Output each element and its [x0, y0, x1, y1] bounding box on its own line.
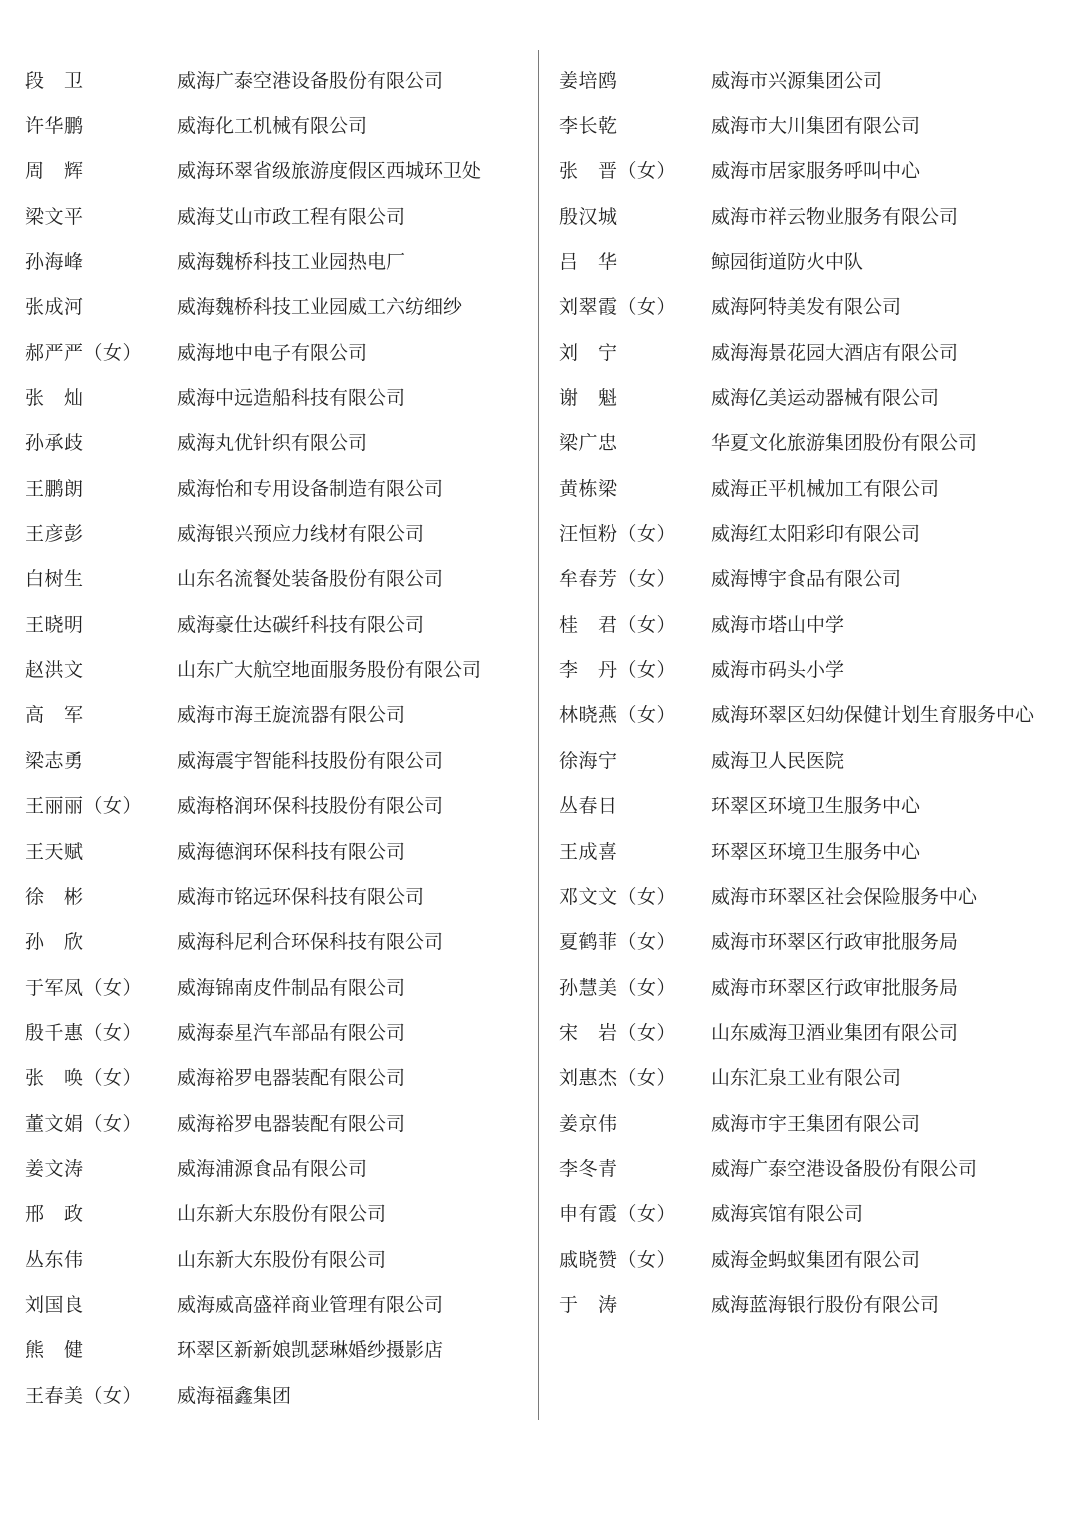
person-name: 谢 魁	[559, 387, 618, 410]
person-name: 王丽丽（女）	[25, 795, 143, 818]
organization-name: 威海环翠区妇幼保健计划生育服务中心	[711, 704, 1035, 727]
organization-name: 威海市大川集团有限公司	[711, 115, 921, 138]
person-name: 宋 岩（女）	[559, 1021, 677, 1044]
person-name: 周 辉	[25, 160, 84, 183]
list-item	[25, 647, 525, 692]
person-name: 孙海峰	[25, 251, 84, 274]
list-item	[25, 874, 525, 919]
person-name: 王成喜	[559, 840, 618, 863]
list-item	[559, 330, 1059, 375]
person-name: 刘国良	[25, 1293, 84, 1316]
person-name: 邓文文（女）	[559, 885, 677, 908]
list-item	[25, 920, 525, 965]
list-item	[559, 738, 1059, 783]
organization-name: 环翠区环境卫生服务中心	[711, 795, 921, 818]
list-item	[559, 1282, 1059, 1327]
person-name: 姜培鸥	[559, 69, 618, 92]
list-item	[25, 1146, 525, 1191]
person-name: 董文娟（女）	[25, 1112, 143, 1135]
person-name: 李 丹（女）	[559, 659, 677, 682]
organization-name: 山东名流餐处装备股份有限公司	[177, 568, 444, 591]
person-name: 郝严严（女）	[25, 341, 143, 364]
list-item	[25, 693, 525, 738]
list-item	[25, 1056, 525, 1101]
list-item	[25, 194, 525, 239]
organization-name: 威海科尼利合环保科技有限公司	[177, 931, 444, 954]
list-item	[25, 330, 525, 375]
list-item	[25, 421, 525, 466]
person-name: 孙 欣	[25, 931, 84, 954]
person-name: 王春美（女）	[25, 1384, 143, 1407]
organization-name: 威海丸优针织有限公司	[177, 432, 368, 455]
list-item	[559, 874, 1059, 919]
organization-name: 威海海景花园大酒店有限公司	[711, 341, 959, 364]
organization-name: 威海市塔山中学	[711, 613, 845, 636]
person-name: 张成河	[25, 296, 84, 319]
list-item	[559, 239, 1059, 284]
person-name: 白树生	[25, 568, 84, 591]
person-name: 汪恒粉（女）	[559, 523, 677, 546]
person-name: 刘 宁	[559, 341, 618, 364]
person-name: 张 晋（女）	[559, 160, 677, 183]
organization-name: 威海市铭远环保科技有限公司	[177, 885, 425, 908]
person-name: 李冬青	[559, 1157, 618, 1180]
list-item	[25, 738, 525, 783]
person-name: 姜京伟	[559, 1112, 618, 1135]
person-name: 刘惠杰（女）	[559, 1067, 677, 1090]
person-name: 徐 彬	[25, 885, 84, 908]
person-name: 戚晓赞（女）	[559, 1248, 677, 1271]
left-name-list	[25, 58, 525, 1418]
person-name: 黄栋梁	[559, 477, 618, 500]
person-name: 邢 政	[25, 1203, 84, 1226]
person-name: 高 军	[25, 704, 84, 727]
organization-name: 山东新大东股份有限公司	[177, 1203, 387, 1226]
organization-name: 环翠区新新娘凯瑟琳婚纱摄影店	[177, 1339, 444, 1362]
person-name: 申有霞（女）	[559, 1203, 677, 1226]
person-name: 梁志勇	[25, 749, 84, 772]
list-item	[25, 1373, 525, 1418]
person-name: 姜文涛	[25, 1157, 84, 1180]
list-item	[559, 1192, 1059, 1237]
list-item	[25, 1010, 525, 1055]
organization-name: 威海市码头小学	[711, 659, 845, 682]
list-item	[25, 784, 525, 829]
organization-name: 威海威高盛祥商业管理有限公司	[177, 1293, 444, 1316]
organization-name: 威海红太阳彩印有限公司	[711, 523, 921, 546]
organization-name: 威海魏桥科技工业园威工六纺细纱	[177, 296, 463, 319]
organization-name: 威海浦源食品有限公司	[177, 1157, 368, 1180]
list-item	[559, 693, 1059, 738]
person-name: 殷千惠（女）	[25, 1021, 143, 1044]
organization-name: 威海裕罗电器装配有限公司	[177, 1067, 406, 1090]
organization-name: 威海震宇智能科技股份有限公司	[177, 749, 444, 772]
organization-name: 威海宾馆有限公司	[711, 1203, 864, 1226]
person-name: 丛春日	[559, 795, 618, 818]
organization-name: 威海卫人民医院	[711, 749, 845, 772]
list-item	[559, 965, 1059, 1010]
list-item	[25, 602, 525, 647]
list-item	[559, 466, 1059, 511]
organization-name: 威海广泰空港设备股份有限公司	[711, 1157, 978, 1180]
list-item	[25, 511, 525, 556]
list-item	[559, 1237, 1059, 1282]
list-item	[25, 239, 525, 284]
column-divider	[538, 50, 539, 1420]
organization-name: 威海裕罗电器装配有限公司	[177, 1112, 406, 1135]
organization-name: 威海市祥云物业服务有限公司	[711, 205, 959, 228]
list-item	[559, 1146, 1059, 1191]
person-name: 王鹏朗	[25, 477, 84, 500]
person-name: 李长乾	[559, 115, 618, 138]
list-item	[25, 466, 525, 511]
list-item	[559, 103, 1059, 148]
list-item	[25, 1237, 525, 1282]
right-name-list	[559, 58, 1059, 1328]
list-item	[25, 149, 525, 194]
organization-name: 威海广泰空港设备股份有限公司	[177, 69, 444, 92]
list-item	[559, 784, 1059, 829]
list-item	[559, 557, 1059, 602]
organization-name: 威海锦南皮件制品有限公司	[177, 976, 406, 999]
person-name: 丛东伟	[25, 1248, 84, 1271]
organization-name: 威海市环翠区行政审批服务局	[711, 931, 959, 954]
person-name: 徐海宁	[559, 749, 618, 772]
person-name: 王晓明	[25, 613, 84, 636]
organization-name: 山东广大航空地面服务股份有限公司	[177, 659, 482, 682]
list-item	[25, 1282, 525, 1327]
list-item	[559, 149, 1059, 194]
organization-name: 威海福鑫集团	[177, 1384, 292, 1407]
person-name: 王彦彭	[25, 523, 84, 546]
organization-name: 威海亿美运动器械有限公司	[711, 387, 940, 410]
organization-name: 威海德润环保科技有限公司	[177, 840, 406, 863]
list-item	[25, 965, 525, 1010]
person-name: 梁文平	[25, 205, 84, 228]
organization-name: 威海怡和专用设备制造有限公司	[177, 477, 444, 500]
organization-name: 威海博宇食品有限公司	[711, 568, 902, 591]
list-item	[25, 285, 525, 330]
list-item	[25, 829, 525, 874]
organization-name: 威海银兴预应力线材有限公司	[177, 523, 425, 546]
list-item	[25, 557, 525, 602]
person-name: 牟春芳（女）	[559, 568, 677, 591]
organization-name: 威海阿特美发有限公司	[711, 296, 902, 319]
list-item	[559, 1101, 1059, 1146]
organization-name: 威海蓝海银行股份有限公司	[711, 1293, 940, 1316]
person-name: 张 灿	[25, 387, 84, 410]
organization-name: 山东汇泉工业有限公司	[711, 1067, 902, 1090]
person-name: 孙承歧	[25, 432, 84, 455]
person-name: 梁广忠	[559, 432, 618, 455]
list-item	[559, 1010, 1059, 1055]
list-item	[559, 1056, 1059, 1101]
organization-name: 威海地中电子有限公司	[177, 341, 368, 364]
list-item	[25, 58, 525, 103]
person-name: 于军凤（女）	[25, 976, 143, 999]
person-name: 张 唤（女）	[25, 1067, 143, 1090]
list-item	[559, 375, 1059, 420]
organization-name: 威海格润环保科技股份有限公司	[177, 795, 444, 818]
person-name: 赵洪文	[25, 659, 84, 682]
list-item	[559, 511, 1059, 556]
organization-name: 山东威海卫酒业集团有限公司	[711, 1021, 959, 1044]
organization-name: 威海金蚂蚁集团有限公司	[711, 1248, 921, 1271]
list-item	[25, 1101, 525, 1146]
organization-name: 鲸园街道防火中队	[711, 251, 864, 274]
organization-name: 威海化工机械有限公司	[177, 115, 368, 138]
list-item	[559, 829, 1059, 874]
list-item	[25, 1328, 525, 1373]
list-item	[559, 920, 1059, 965]
person-name: 熊 健	[25, 1339, 84, 1362]
organization-name: 威海市环翠区社会保险服务中心	[711, 885, 978, 908]
list-item	[559, 602, 1059, 647]
person-name: 林晓燕（女）	[559, 704, 677, 727]
list-item	[559, 647, 1059, 692]
organization-name: 威海正平机械加工有限公司	[711, 477, 940, 500]
list-item	[25, 103, 525, 148]
person-name: 于 涛	[559, 1293, 618, 1316]
person-name: 桂 君（女）	[559, 613, 677, 636]
person-name: 段 卫	[25, 69, 84, 92]
list-item	[559, 285, 1059, 330]
organization-name: 环翠区环境卫生服务中心	[711, 840, 921, 863]
organization-name: 威海泰星汽车部品有限公司	[177, 1021, 406, 1044]
organization-name: 威海市海王旋流器有限公司	[177, 704, 406, 727]
organization-name: 华夏文化旅游集团股份有限公司	[711, 432, 978, 455]
organization-name: 威海魏桥科技工业园热电厂	[177, 251, 406, 274]
organization-name: 威海市宇王集团有限公司	[711, 1112, 921, 1135]
list-item	[559, 194, 1059, 239]
organization-name: 威海市居家服务呼叫中心	[711, 160, 921, 183]
person-name: 许华鹏	[25, 115, 84, 138]
list-item	[559, 58, 1059, 103]
person-name: 孙慧美（女）	[559, 976, 677, 999]
person-name: 夏鹤菲（女）	[559, 931, 677, 954]
organization-name: 山东新大东股份有限公司	[177, 1248, 387, 1271]
organization-name: 威海豪仕达碳纤科技有限公司	[177, 613, 425, 636]
organization-name: 威海市兴源集团公司	[711, 69, 883, 92]
person-name: 刘翠霞（女）	[559, 296, 677, 319]
list-item	[25, 1192, 525, 1237]
organization-name: 威海环翠省级旅游度假区西城环卫处	[177, 160, 482, 183]
list-item	[25, 375, 525, 420]
person-name: 王天赋	[25, 840, 84, 863]
list-item	[559, 421, 1059, 466]
organization-name: 威海市环翠区行政审批服务局	[711, 976, 959, 999]
person-name: 殷汉城	[559, 205, 618, 228]
person-name: 吕 华	[559, 251, 618, 274]
organization-name: 威海艾山市政工程有限公司	[177, 205, 406, 228]
organization-name: 威海中远造船科技有限公司	[177, 387, 406, 410]
